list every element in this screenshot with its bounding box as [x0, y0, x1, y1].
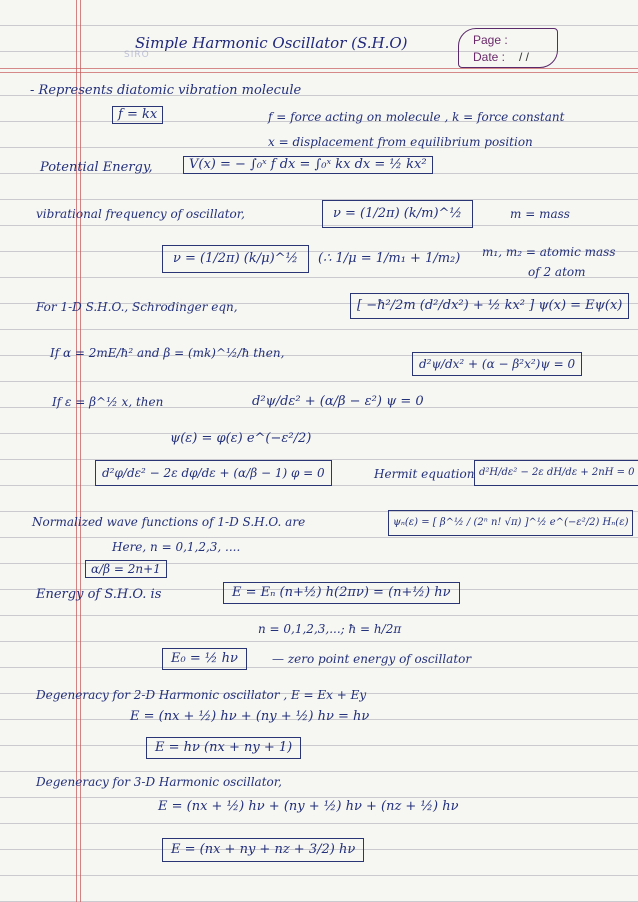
eq-alpha-beta-box: α/β = 2n+1 [85, 560, 167, 578]
label-normalized: Normalized wave functions of 1-D S.H.O. are [32, 515, 306, 529]
watermark-logo: SIRO [124, 50, 150, 60]
margin-line-2 [80, 0, 81, 902]
eq-3d-sum: E = (nx + ½) hν + (ny + ½) hν + (nz + ½) hν [158, 799, 459, 814]
page-label: Page : [473, 33, 508, 47]
eq-epsilon-diff: d²ψ/dε² + (α/β − ε²) ψ = 0 [252, 394, 424, 409]
label-energy: Energy of S.H.O. is [36, 587, 162, 602]
eq-psi-phi: ψ(ε) = φ(ε) e^(−ε²/2) [170, 431, 312, 446]
header-rule [0, 68, 638, 69]
label-hermit-eq: Hermit equation [374, 467, 475, 481]
label-zero-point: — zero point energy of oscillator [272, 652, 472, 666]
eq-freq-box: ν = (1/2π) (k/m)^½ [322, 200, 473, 228]
line-alpha-beta: If α = 2mE/ħ² and β = (mk)^½/ħ then, [50, 346, 285, 360]
eq-zero-point-box: E₀ = ½ hν [162, 648, 247, 670]
eq-reduced-freq-box: ν = (1/2π) (k/μ)^½ [162, 245, 309, 273]
eq-3d-box: E = (nx + ny + nz + 3/2) hν [162, 838, 364, 862]
line-force-def: f = force acting on molecule , k = force constant [268, 110, 565, 124]
label-atomic-mass: m₁, m₂ = atomic mass [482, 245, 616, 259]
eq-potential-box: V(x) = − ∫₀ˣ f dx = ∫₀ˣ kx dx = ½ kx² [183, 156, 433, 174]
eq-2d-box: E = hν (nx + ny + 1) [146, 737, 301, 759]
eq-schrodinger-box: [ −ħ²/2m (d²/dx²) + ½ kx² ] ψ(x) = Eψ(x) [350, 293, 629, 319]
line-epsilon: If ε = β^½ x, then [52, 395, 164, 409]
label-mass: m = mass [510, 207, 570, 221]
page-title: Simple Harmonic Oscillator (S.H.O) [135, 34, 408, 52]
label-two-atom: of 2 atom [528, 265, 586, 279]
eq-energy-box: E = Eₙ (n+½) h(2πν) = (n+½) hν [223, 582, 460, 604]
date-value: / / [519, 50, 530, 64]
eq-phi-box: d²φ/dε² − 2ε dφ/dε + (α/β − 1) φ = 0 [95, 460, 332, 486]
eq-diff-box: d²ψ/dx² + (α − β²x²)ψ = 0 [412, 352, 582, 376]
label-degeneracy-3d: Degeneracy for 3-D Harmonic oscillator, [36, 775, 282, 789]
eq-2d-sum: E = (nx + ½) hν + (ny + ½) hν = hν [130, 709, 370, 724]
page-date-box [458, 28, 558, 68]
eq-reduced-mass: (∴ 1/μ = 1/m₁ + 1/m₂) [318, 251, 461, 266]
label-potential: Potential Energy, [40, 160, 153, 175]
header-rule-2 [0, 72, 638, 73]
label-schrodinger: For 1-D S.H.O., Schrodinger eqn, [36, 300, 238, 314]
eq-hermit-box: d²H/dε² − 2ε dH/dε + 2nH = 0 [474, 460, 638, 486]
eq-hooke-box: f = kx [112, 106, 163, 124]
line-displacement: x = displacement from equilibrium position [268, 135, 533, 149]
date-label: Date : [473, 50, 506, 64]
eq-wavefunction-box: ψₙ(ε) = [ β^½ / (2ⁿ n! √π) ]^½ e^(−ε²/2) Hₙ(ε) [388, 510, 633, 536]
line-n-values: Here, n = 0,1,2,3, .... [112, 540, 241, 554]
line-hbar: n = 0,1,2,3,...; ħ = h/2π [258, 622, 402, 636]
label-degeneracy-2d: Degeneracy for 2-D Harmonic oscillator , E = Ex + Ey [36, 688, 367, 702]
line-intro: - Represents diatomic vibration molecule [30, 83, 302, 98]
margin-line [76, 0, 77, 902]
label-vib-freq: vibrational frequency of oscillator, [36, 207, 245, 221]
